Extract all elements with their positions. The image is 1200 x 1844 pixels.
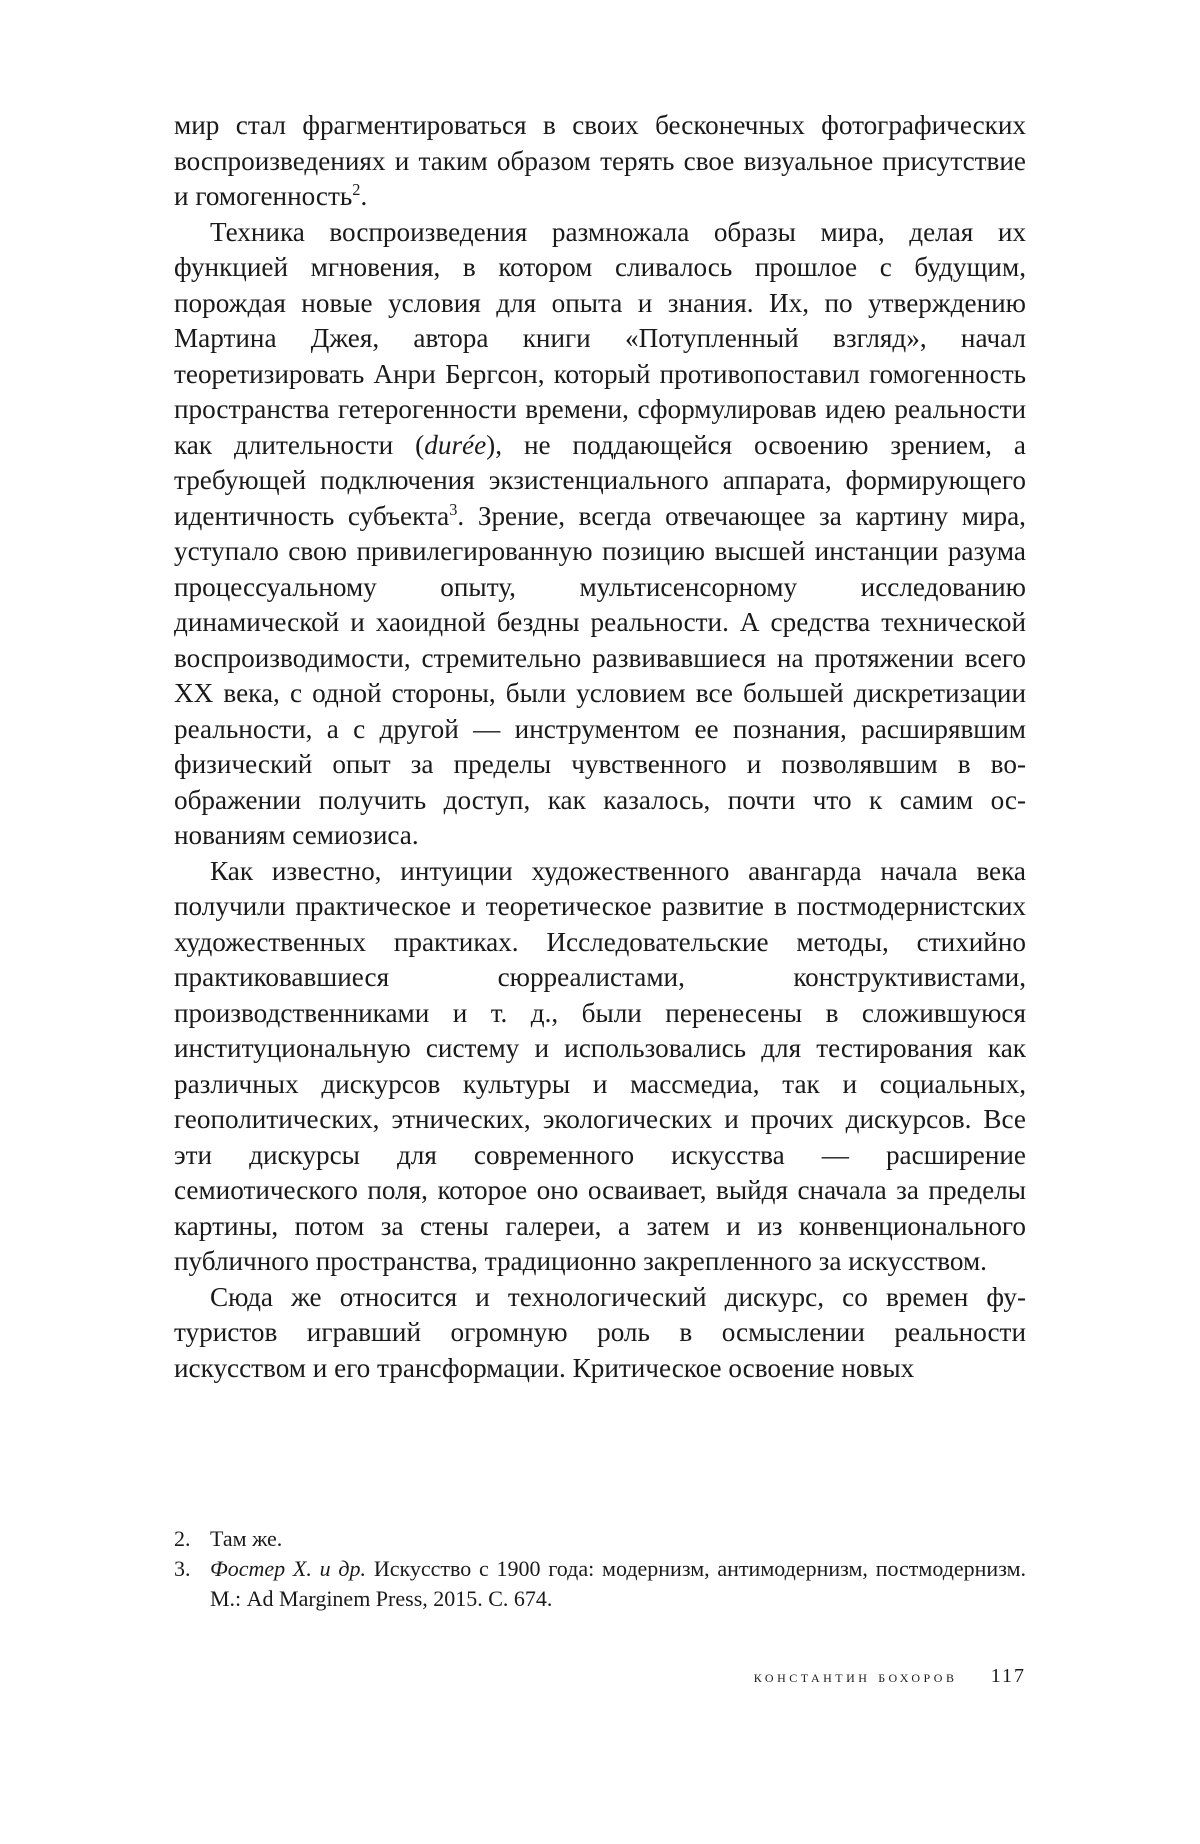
paragraph-text: . <box>360 181 368 211</box>
footer-author: константин бохоров <box>753 1667 958 1686</box>
paragraph-text: ), не поддающейся освоению зрением, а требующей подключения экзистенциального аппарата, формирующего идентичность субъекта <box>174 429 1026 531</box>
footnote <box>174 1524 1026 1554</box>
footnote-text: Искусство с 1900 года: модернизм, антимодернизм, постмодернизм. М.: Ad Marginem Press, 2015. С. 674. <box>210 1556 1026 1611</box>
footnotes <box>174 1524 1026 1614</box>
paragraph <box>174 215 1026 854</box>
footnote-author: Фостер Х. и др. <box>210 1556 367 1581</box>
footnote-text: Там же. <box>210 1526 283 1551</box>
footnote-ref: 2 <box>352 179 361 199</box>
page-number: 117 <box>990 1665 1026 1687</box>
paragraph-text: Сюда же относится и технологический дискурс, со времен футуристов игравший огромную роль в осмыслении реальности искусством и его трансформации. Критическое освоение новых <box>174 1281 1026 1383</box>
footnote <box>174 1554 1026 1614</box>
paragraph-text: мир стал фрагментироваться в своих бесконечных фотографических воспроизведениях и таким образом терять свое визуальное присутствие и гомогенность <box>174 110 1026 211</box>
paragraph <box>174 854 1026 1280</box>
paragraph-text: . Зрение, всегда отвечающее за картину мира, уступало свою привилегированную позицию высшей инстанции разума процессуальному опыту, мультисенсорному исследованию динамической и хаоидной бездны реальности. А средства технической воспроизводимости, стремительно развивавшиеся на протяжении всего XX века, с одной стороны, были условием все большей дискретизации реальности, а с другой — инструментом ее познания, расширявшим физический опыт за пределы чувственного и позволявшим в воображении получить доступ, как казалось, почти что к самим основаниям семиозиса. <box>174 500 1026 850</box>
footnote-number: 2. <box>174 1526 191 1551</box>
footnote-number: 3. <box>174 1556 191 1581</box>
emphasis-text: durée <box>424 429 487 460</box>
footnote-ref: 3 <box>449 499 458 519</box>
paragraph-text: Техника воспроизведения размножала образы мира, делая их функцией мгновения, в котором сливалось прошлое с будущим, порождая новые условия для опыта и знания. Их, по утверждению Мартина Джея, автора книги «Потупленный взгляд», начал теоретизировать Анри Бергсон, который противопоставил гомогенность пространства гетерогенности времени, сформулировав идею реальности как длительности ( <box>174 216 1026 460</box>
paragraph <box>174 1280 1026 1387</box>
paragraph <box>174 108 1026 215</box>
main-text <box>174 108 1026 1386</box>
running-footer <box>174 1664 1026 1689</box>
paragraph-text: Как известно, интуиции художественного авангарда начала века получили практическое и теоретическое развитие в постмодернистских художественных практиках. Исследовательские методы, стихийно практиковавшиеся сюрреалистами, конструктивистами, производственниками и т. д., были перенесены в сложившуюся институциональную систему и использовались для тестирования как различных дискурсов культуры и массмедиа, так и социальных, геополитических, этнических, экологических и прочих дискурсов. Все эти дискурсы для современного искусства — расширение семиотического поля, которое оно осваивает, выйдя сначала за пределы картины, потом за стены галереи, а затем и из конвенционального публичного пространства, традиционно закрепленного за искусством. <box>174 855 1026 1276</box>
